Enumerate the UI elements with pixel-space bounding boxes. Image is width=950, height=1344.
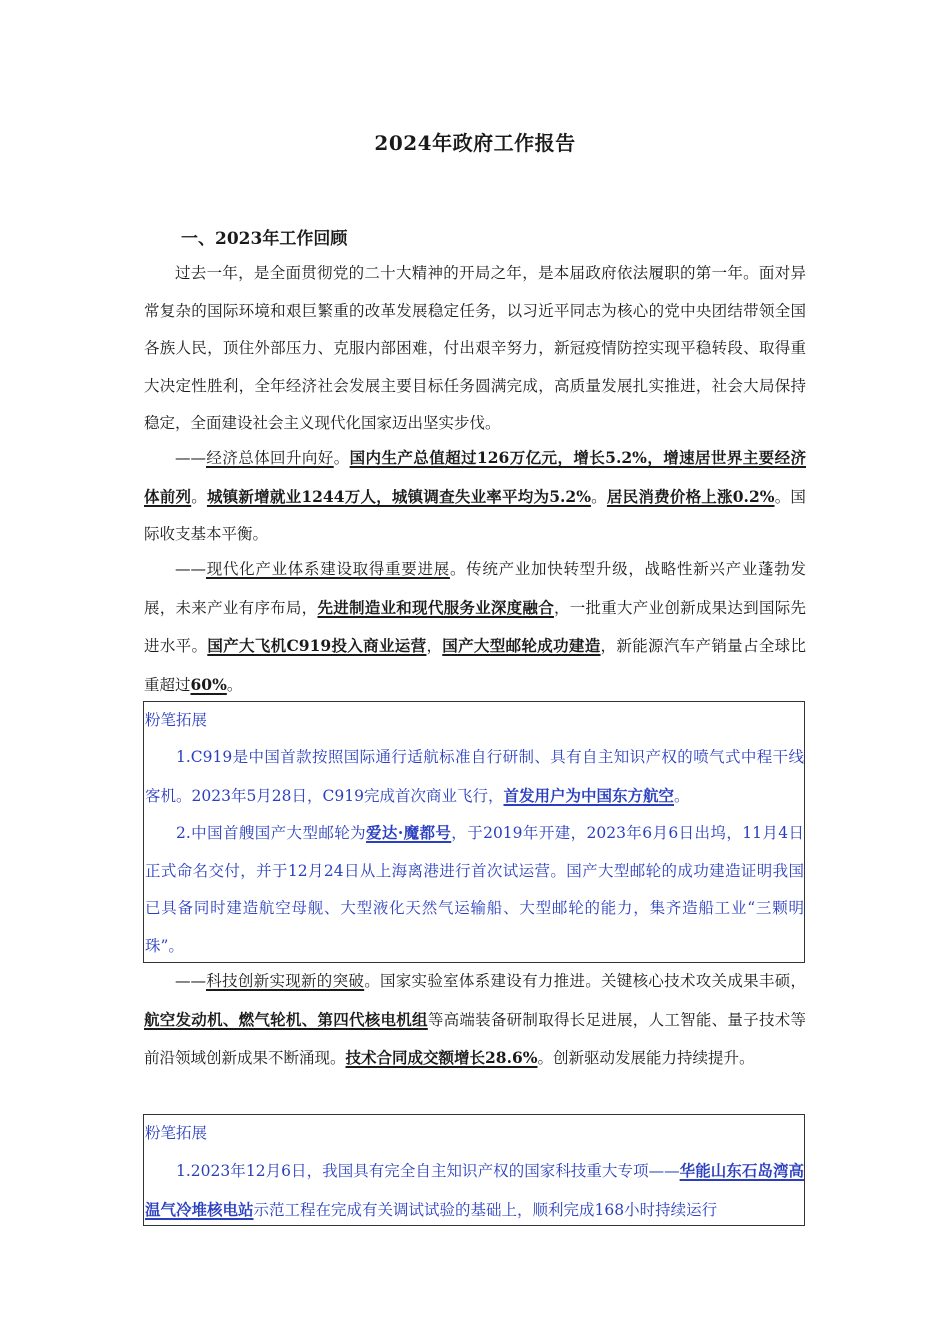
extension-label: 粉笔拓展 (145, 1124, 208, 1142)
text: ，一批重大产业创新成果达到国际先进水平。 (144, 598, 806, 655)
text: 。传统产业加快转型升级，战略性新兴产业蓬勃发展，未来产业有序布局， (144, 560, 806, 617)
text: 。国家实验室体系建设有力推进。关键核心技术攻关成果丰硕， (364, 972, 806, 990)
economy-paragraph (144, 439, 806, 554)
tech-contract-highlight: 技术合同成交额增长28.6% (345, 1048, 538, 1067)
extension-label: 粉笔拓展 (145, 711, 208, 729)
ev-share-highlight: 60% (190, 674, 227, 694)
employment-stat: 城镇新增就业1244万人，城镇调查失业率平均为5.2% (206, 486, 591, 506)
text: 。 (226, 675, 243, 694)
extension-highlight: 首发用户为中国东方航空 (503, 785, 674, 805)
extension-highlight: 爱达·魔都号 (366, 823, 452, 842)
cruise-highlight: 国产大型邮轮成功建造 (442, 636, 601, 655)
industry-heading: 现代化产业体系建设取得重要进展 (206, 560, 450, 578)
extension-highlight: 华能山东石岛湾高温气冷堆核电站 (145, 1161, 804, 1219)
economy-heading: 经济总体回升向好 (206, 449, 334, 467)
dash: —— (175, 560, 206, 578)
extension-item (144, 814, 804, 963)
text: ， (426, 637, 443, 655)
extension-item (144, 739, 804, 815)
text: ，新能源汽车产销量占全球比重超过 (144, 637, 806, 694)
text: 等高端装备研制取得长足进展，人工智能、量子技术等前沿领域创新成果不断涌现。 (144, 1010, 806, 1067)
text: 。 (674, 786, 690, 805)
intro-paragraph: 过去一年，是全面贯彻党的二十大精神的开局之年，是本届政府依法履职的第一年。面对异常复杂的国际环境和艰巨繁重的改革发展稳定任务，以习近平同志为核心的党中央团结带领全国各族人民，顶住外部压力、克服内部困难，付出艰辛努力，新冠疫情防控实现平稳转段、取得重大决定性胜利，全年经济社会发展主要目标任务圆满完成，高质量发展扎实推进，社会大局保持稳定，全面建设社会主义现代化国家迈出坚实步伐。 (144, 264, 806, 432)
gdp-stat: 国内生产总值超过126万亿元，增长5.2%，增速居世界主要经济体前列 (144, 448, 806, 506)
text: 。 (191, 487, 207, 506)
cpi-stat: 居民消费价格上涨0.2% (606, 486, 775, 506)
extension-box-1 (143, 701, 805, 963)
text: 。 (590, 487, 607, 506)
text: 。 (333, 449, 350, 467)
extension-box-2 (143, 1114, 805, 1226)
industry-paragraph (144, 551, 806, 704)
text: 示范工程在完成有关调试试验的基础上，顺利完成168小时持续运行 (253, 1200, 718, 1219)
tech-paragraph (144, 963, 806, 1078)
text: 2.中国首艘国产大型邮轮为 (176, 824, 367, 842)
tech-heading: 科技创新实现新的突破 (206, 972, 365, 990)
c919-highlight: 国产大飞机C919投入商业运营 (207, 636, 427, 655)
text: 。国际收支基本平衡。 (144, 487, 806, 543)
dash: —— (175, 449, 206, 467)
page-title: 2024年政府工作报告 (374, 131, 576, 155)
text: 。创新驱动发展能力持续提升。 (537, 1049, 755, 1067)
tech-highlight: 航空发动机、燃气轮机、第四代核电机组 (144, 1009, 428, 1029)
text: ，于2019年开建，2023年6月6日出坞，11月4日正式命名交付，并于12月24日从上海离港进行首次试运营。国产大型邮轮的成功建造证明我国已具备同时建造航空母舰、大型液化天然气运输船、大型邮轮的能力，集齐造船工业“三颗明珠”。 (145, 824, 804, 955)
industry-highlight: 先进制造业和现代服务业深度融合 (317, 597, 554, 617)
extension-item (144, 1152, 804, 1226)
text: 1.C919是中国首款按照国际通行适航标准自行研制、具有自主知识产权的喷气式中程干线客机。2023年5月28日，C919完成首次商业飞行， (145, 748, 804, 805)
section-heading: 一、2023年工作回顾 (181, 229, 348, 249)
dash: —— (175, 972, 206, 990)
text: 1.2023年12月6日，我国具有完全自主知识产权的国家科技重大专项—— (176, 1162, 680, 1180)
